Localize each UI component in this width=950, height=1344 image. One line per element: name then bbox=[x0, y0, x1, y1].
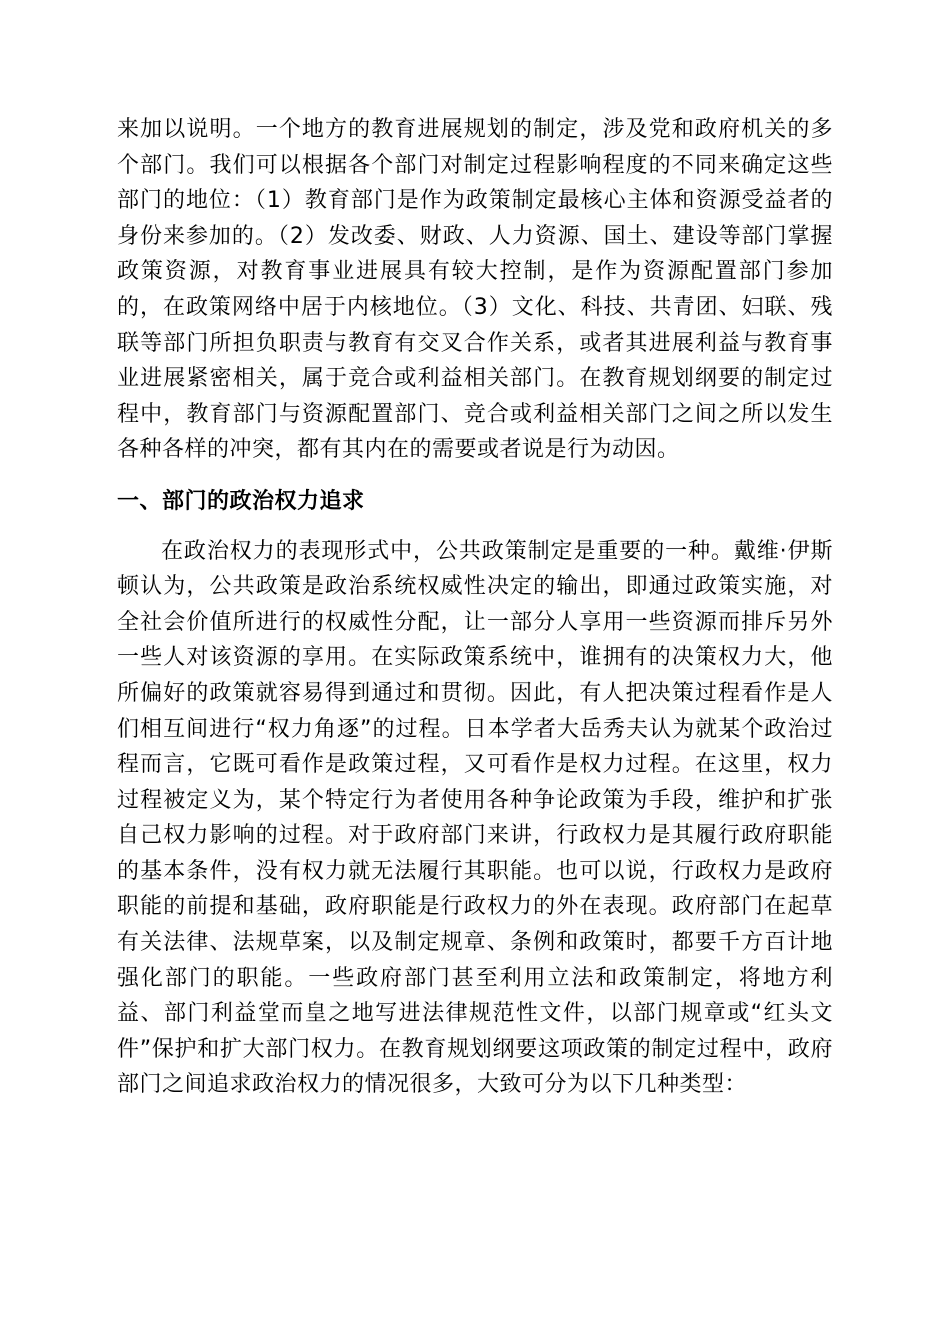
body-paragraph-political-power: 在政治权力的表现形式中，公共政策制定是重要的一种。戴维·伊斯顿认为，公共政策是政治系统权威性决定的输出，即通过政策实施，对全社会价值所进行的权威性分配，让一部分人享用一些资源而排斥另外一些人对该资源的享用。在实际政策系统中，谁拥有的决策权力大，他所偏好的政策就容易得到通过和贯彻。因此，有人把决策过程看作是人们相互间进行“权力角逐”的过程。日本学者大岳秀夫认为就某个政治过程而言，它既可看作是政策过程，又可看作是权力过程。在这里，权力过程被定义为，某个特定行为者使用各种争论政策为手段，维护和扩张自己权力影响的过程。对于政府部门来讲，行政权力是其履行政府职能的基本条件，没有权力就无法履行其职能。也可以说，行政权力是政府职能的前提和基础，政府职能是行政权力的外在表现。政府部门在起草有关法律、法规草案，以及制定规章、条例和政策时，都要千方百计地强化部门的职能。一些政府部门甚至利用立法和政策制定，将地方利益、部门利益堂而皇之地写进法律规范性文件，以部门规章或“红头文件”保护和扩大部门权力。在教育规划纲要这项政策的制定过程中，政府部门之间追求政治权力的情况很多，大致可分为以下几种类型： bbox=[117, 538, 833, 1098]
document-page bbox=[117, 112, 833, 1103]
section-heading: 一、部门的政治权力追求 bbox=[117, 488, 365, 514]
body-paragraph-intro: 来加以说明。一个地方的教育进展规划的制定，涉及党和政府机关的多个部门。我们可以根据各个部门对制定过程影响程度的不同来确定这些部门的地位：（1）教育部门是作为政策制定最核心主体和资源受益者的身份来参加的。（2）发改委、财政、人力资源、国土、建设等部门掌握政策资源，对教育事业进展具有较大控制，是作为资源配置部门参加的，在政策网络中居于内核地位。（3）文化、科技、共青团、妇联、残联等部门所担负职责与教育有交叉合作关系，或者其进展利益与教育事业进展紧密相关，属于竞合或利益相关部门。在教育规划纲要的制定过程中，教育部门与资源配置部门、竞合或利益相关部门之间之所以发生各种各样的冲突，都有其内在的需要或者说是行为动因。 bbox=[117, 117, 833, 463]
